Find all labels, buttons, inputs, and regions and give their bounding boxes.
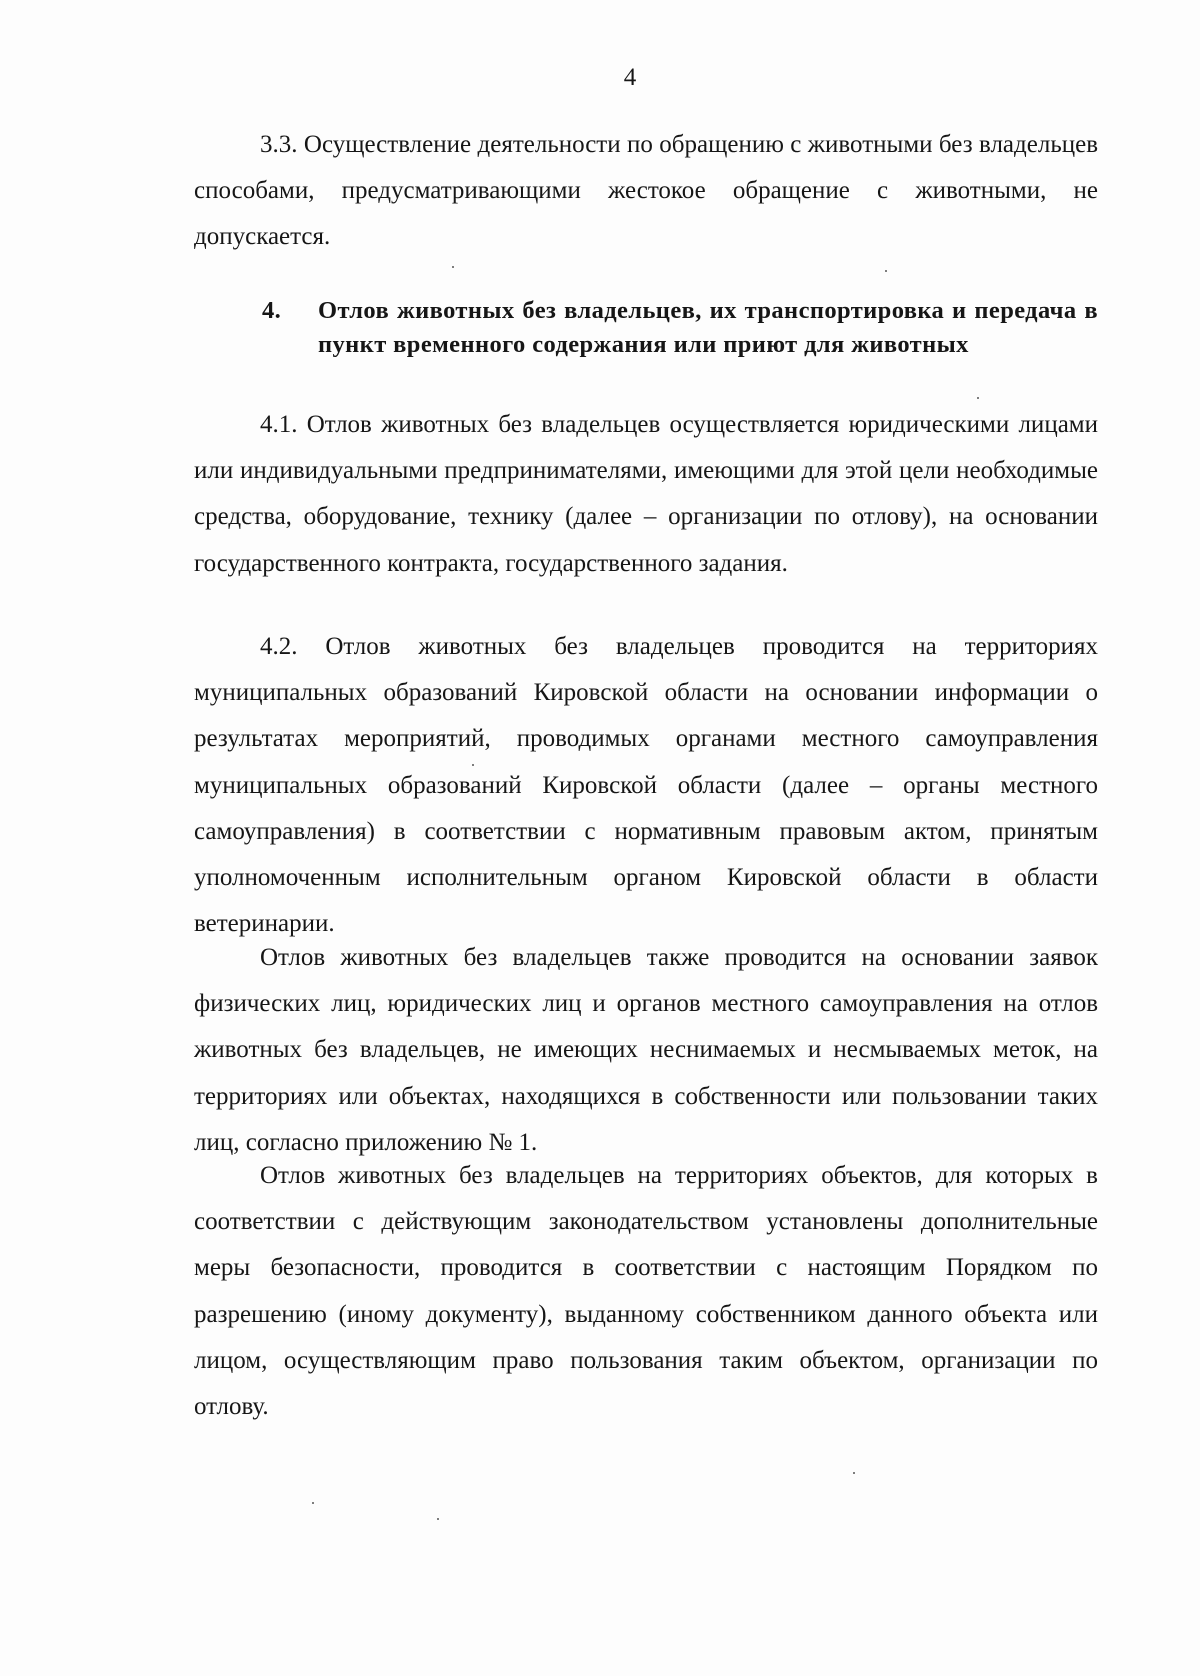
paragraph-4-2-continued: Отлов животных без владельцев также проводится на основании заявок физических лиц, юридических лиц и органов местного самоуправления на отлов животных без владельцев, не имеющих неснимаемых и несмываемых меток, на территориях или объектах, находящихся в собственности или пользовании таких лиц, согласно приложению № 1.	[194, 944, 1098, 1156]
scan-speck	[312, 1502, 314, 1504]
scan-speck	[885, 270, 887, 272]
scan-speck	[472, 764, 474, 766]
paragraph-4-2-final: Отлов животных без владельцев на территориях объектов, для которых в соответствии с действующим законодательством установлены дополнительные меры безопасности, проводится в соответствии с настоящим Порядком по разрешению (иному документу), выданному собственником данного объекта или лицом, осуществляющим право пользования таким объектом, организации по отлову.	[194, 1162, 1098, 1421]
section-heading	[262, 294, 1098, 362]
scan-speck	[977, 397, 979, 399]
scan-speck	[437, 1518, 439, 1520]
section-title: Отлов животных без владельцев, их транспортировка и передача в пункт временного содержания или приют для животных	[318, 297, 1098, 358]
page-number: 4	[623, 64, 637, 91]
paragraph-4-2: 4.2. Отлов животных без владельцев проводится на территориях муниципальных образований Кировской области на основании информации о результатах мероприятий, проводимых органами местного самоуправления муниципальных образований Кировской области (далее – органы местного самоуправления) в соответствии с нормативным правовым актом, принятым уполномоченным исполнительным органом Кировской области в области ветеринарии.	[194, 633, 1098, 938]
paragraph-4-1: 4.1. Отлов животных без владельцев осуществляется юридическими лицами или индивидуальными предпринимателями, имеющими для этой цели необходимые средства, оборудование, технику (далее – организации по отлову), на основании государственного контракта, государственного задания.	[194, 411, 1098, 577]
scan-speck	[853, 1472, 855, 1474]
paragraph-3-3: 3.3. Осуществление деятельности по обращению с животными без владельцев способами, предусматривающими жестокое обращение с животными, не допускается.	[194, 131, 1098, 251]
scan-speck	[452, 266, 454, 268]
section-number: 4.	[262, 297, 282, 324]
